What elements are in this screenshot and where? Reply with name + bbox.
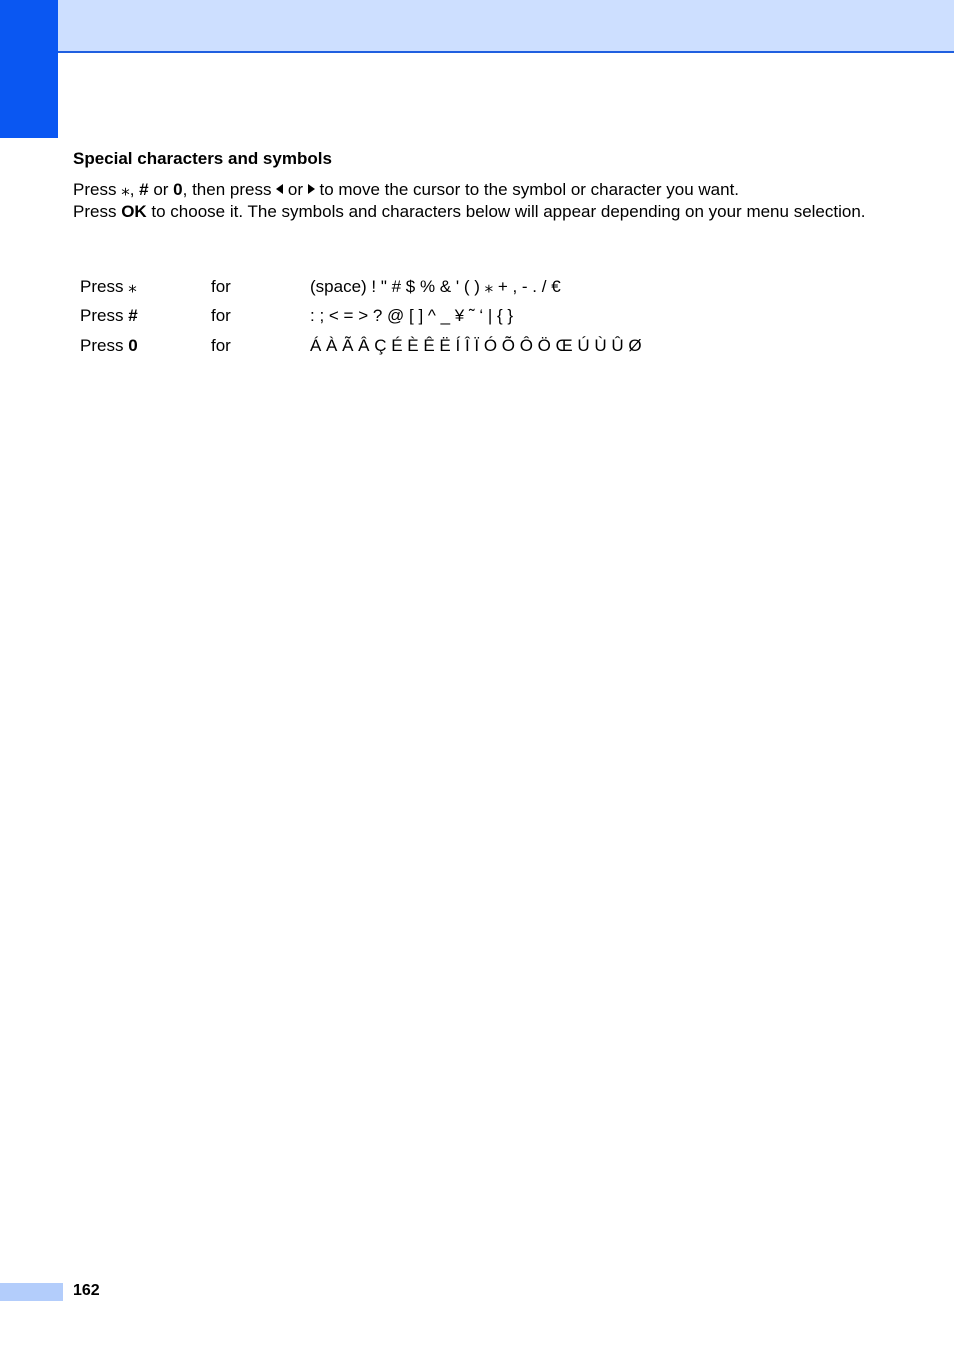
header-band: [58, 0, 954, 53]
hash-key: #: [128, 306, 138, 326]
zero-key: 0: [128, 335, 138, 355]
section-title: Special characters and symbols: [73, 149, 332, 168]
hash-key: #: [139, 180, 149, 199]
star-key-icon: ⁎: [128, 276, 137, 296]
characters-cell: Á À Ã Â Ç É È Ê Ë Í Î Ï Ó Õ Ô Ö Œ Ú Ù Û Ø: [310, 335, 642, 355]
footer-bar: [0, 1283, 63, 1301]
right-arrow-icon: [308, 184, 315, 194]
intro-paragraph: [73, 179, 873, 223]
table-row: [80, 272, 642, 302]
intro-line-1: Press ⁎, # or 0, then press or to move the cursor to the symbol or character you want.: [73, 180, 740, 199]
for-cell: for: [211, 306, 231, 326]
table-row: [80, 302, 642, 332]
characters-cell: (space) ! " # $ % & ' ( ) ⁎ + , - . / €: [310, 276, 561, 296]
page-number: 162: [73, 1282, 100, 1299]
ok-key: OK: [121, 202, 147, 221]
for-cell: for: [211, 276, 231, 296]
for-cell: for: [211, 335, 231, 355]
chapter-tab: [0, 0, 58, 138]
zero-key: 0: [173, 180, 183, 199]
press-cell: Press 0: [80, 335, 138, 355]
press-cell: Press ⁎: [80, 276, 137, 296]
characters-cell: : ; < = > ? @ [ ] ^ _ ¥ ˜ ‘ | { }: [310, 306, 514, 326]
star-key-icon: ⁎: [121, 180, 130, 199]
intro-line-2: Press OK to choose it. The symbols and characters below will appear depending on your menu selection.: [73, 202, 866, 221]
special-characters-table: [80, 272, 642, 361]
table-row: [80, 331, 642, 361]
press-cell: Press #: [80, 306, 138, 326]
